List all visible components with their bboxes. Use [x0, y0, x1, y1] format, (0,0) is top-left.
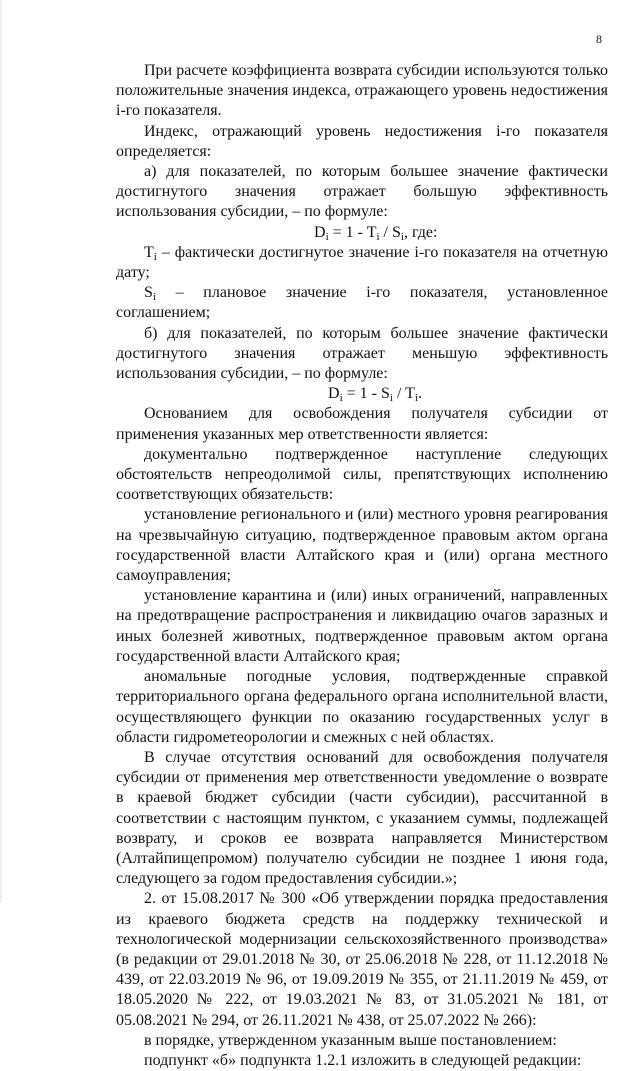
- page-number: 8: [596, 32, 602, 46]
- formula-a-mid: = 1 - T: [328, 223, 377, 241]
- formula-b-mid: = 1 - S: [342, 385, 390, 403]
- definition-s-sub: i: [152, 291, 156, 304]
- definition-s: [116, 283, 608, 323]
- paragraph-procedure: в порядке, утвержденном указанным выше постановлением:: [144, 1031, 557, 1049]
- definition-t-symbol: T: [144, 243, 154, 261]
- formula-a-s-sub: i: [400, 230, 404, 243]
- definition-s-text: – плановое значение i-го показателя, установленное соглашением;: [116, 284, 608, 322]
- formula-b-slash: / T: [392, 385, 415, 403]
- paragraph-return-notice: В случае отсутствия оснований для освобождения получателя субсидии от применения мер ответственности уведомление о возврате в краевой бюджет субсидии (части субсидии), рассчитанной в соответствии с настоящим пунктом, с указанием суммы, подлежащей возврату, и сроков ее возврата направляется Министерством (Алтайпищепромом) получателю субсидии не позднее 1 июня года, следующего за годом предоставления субсидии.»;: [116, 748, 608, 888]
- document-body: [116, 61, 608, 1071]
- definition-s-symbol: S: [144, 284, 153, 302]
- paragraph-resolution-300: 2. от 15.08.2017 № 300 «Об утверждении порядка предоставления из краевого бюджета средств на поддержку технической и технологической модернизации сельскохозяйственного производства» (в редакции от 29.01.2018 № 30, от 25.06.2018 № 228, от 11.12.2018 № 439, от 22.03.2019 № 96, от 19.09.2019 № 355, от 21.11.2019 № 459, от 18.05.2020 № 222, от 19.03.2021 № 83, от 31.05.2021 № 181, от 05.08.2021 № 294, от 26.11.2021 № 438, от 25.07.2022 № 266):: [116, 890, 608, 1029]
- scan-edge: [0, 0, 2, 903]
- paragraph-force-majeure: документально подтвержденное наступление следующих обстоятельств непреодолимой силы, препятствующих исполнению соответствующих обязательств:: [116, 445, 608, 504]
- paragraph-quarantine: установление карантина и (или) иных ограничений, направленных на предотвращение распространения и ликвидацию очагов заразных и иных болезней животных, подтвержденное правовым актом органа государственной власти Алтайского края;: [116, 587, 608, 665]
- paragraph-subparagraph-b: подпункт «б» подпункта 1.2.1 изложить в следующей редакции:: [144, 1051, 582, 1069]
- formula-b-t-sub: i: [414, 392, 418, 405]
- formula-a-d: D: [314, 223, 326, 241]
- formula-b-tail: .: [417, 385, 422, 403]
- definition-t-sub: i: [153, 250, 157, 263]
- paragraph-case-b: б) для показателей, по которым большее значение фактически достигнутого значения отражает меньшую эффективность использования субсидии, – по формуле:: [116, 324, 608, 383]
- paragraph-return-coefficient: При расчете коэффициента возврата субсидии используются только положительные значения индекса, отражающего уровень недостижения i-го показателя.: [116, 62, 608, 120]
- paragraph-case-a: а) для показателей, по которым большее значение фактически достигнутого значения отражает большую эффективность использования субсидии, – по формуле:: [116, 163, 608, 221]
- formula-b: [116, 384, 608, 404]
- formula-a: [116, 223, 608, 243]
- paragraph-emergency: установление регионального и (или) местного уровня реагирования на чрезвычайную ситуацию, подтвержденное правовым актом органа государственной власти Алтайского края и (или) органа местного самоуправления;: [116, 506, 608, 585]
- formula-b-s-sub: i: [389, 392, 393, 405]
- paragraph-weather: аномальные погодные условия, подтвержденные справкой территориального органа федерального органа исполнительной власти, осуществляющего функции по оказанию государственных услуг в области гидрометеорологии и смежных с ней областях.: [116, 668, 608, 746]
- formula-a-slash: / S: [379, 223, 401, 241]
- formula-a-d-sub: i: [325, 230, 329, 243]
- formula-b-d: D: [328, 385, 340, 403]
- paragraph-exemption-basis: Основанием для освобождения получателя субсидии от применения указанных мер ответственности является:: [116, 405, 608, 443]
- definition-t: [116, 243, 608, 283]
- paragraph-index-definition: Индекс, отражающий уровень недостижения i-го показателя определяется:: [116, 122, 608, 160]
- formula-a-t-sub: i: [376, 230, 380, 243]
- definition-t-text: – фактически достигнутое значение i-го показателя на отчетную дату;: [116, 243, 608, 282]
- formula-b-d-sub: i: [339, 392, 343, 405]
- formula-a-tail: , где:: [403, 223, 438, 241]
